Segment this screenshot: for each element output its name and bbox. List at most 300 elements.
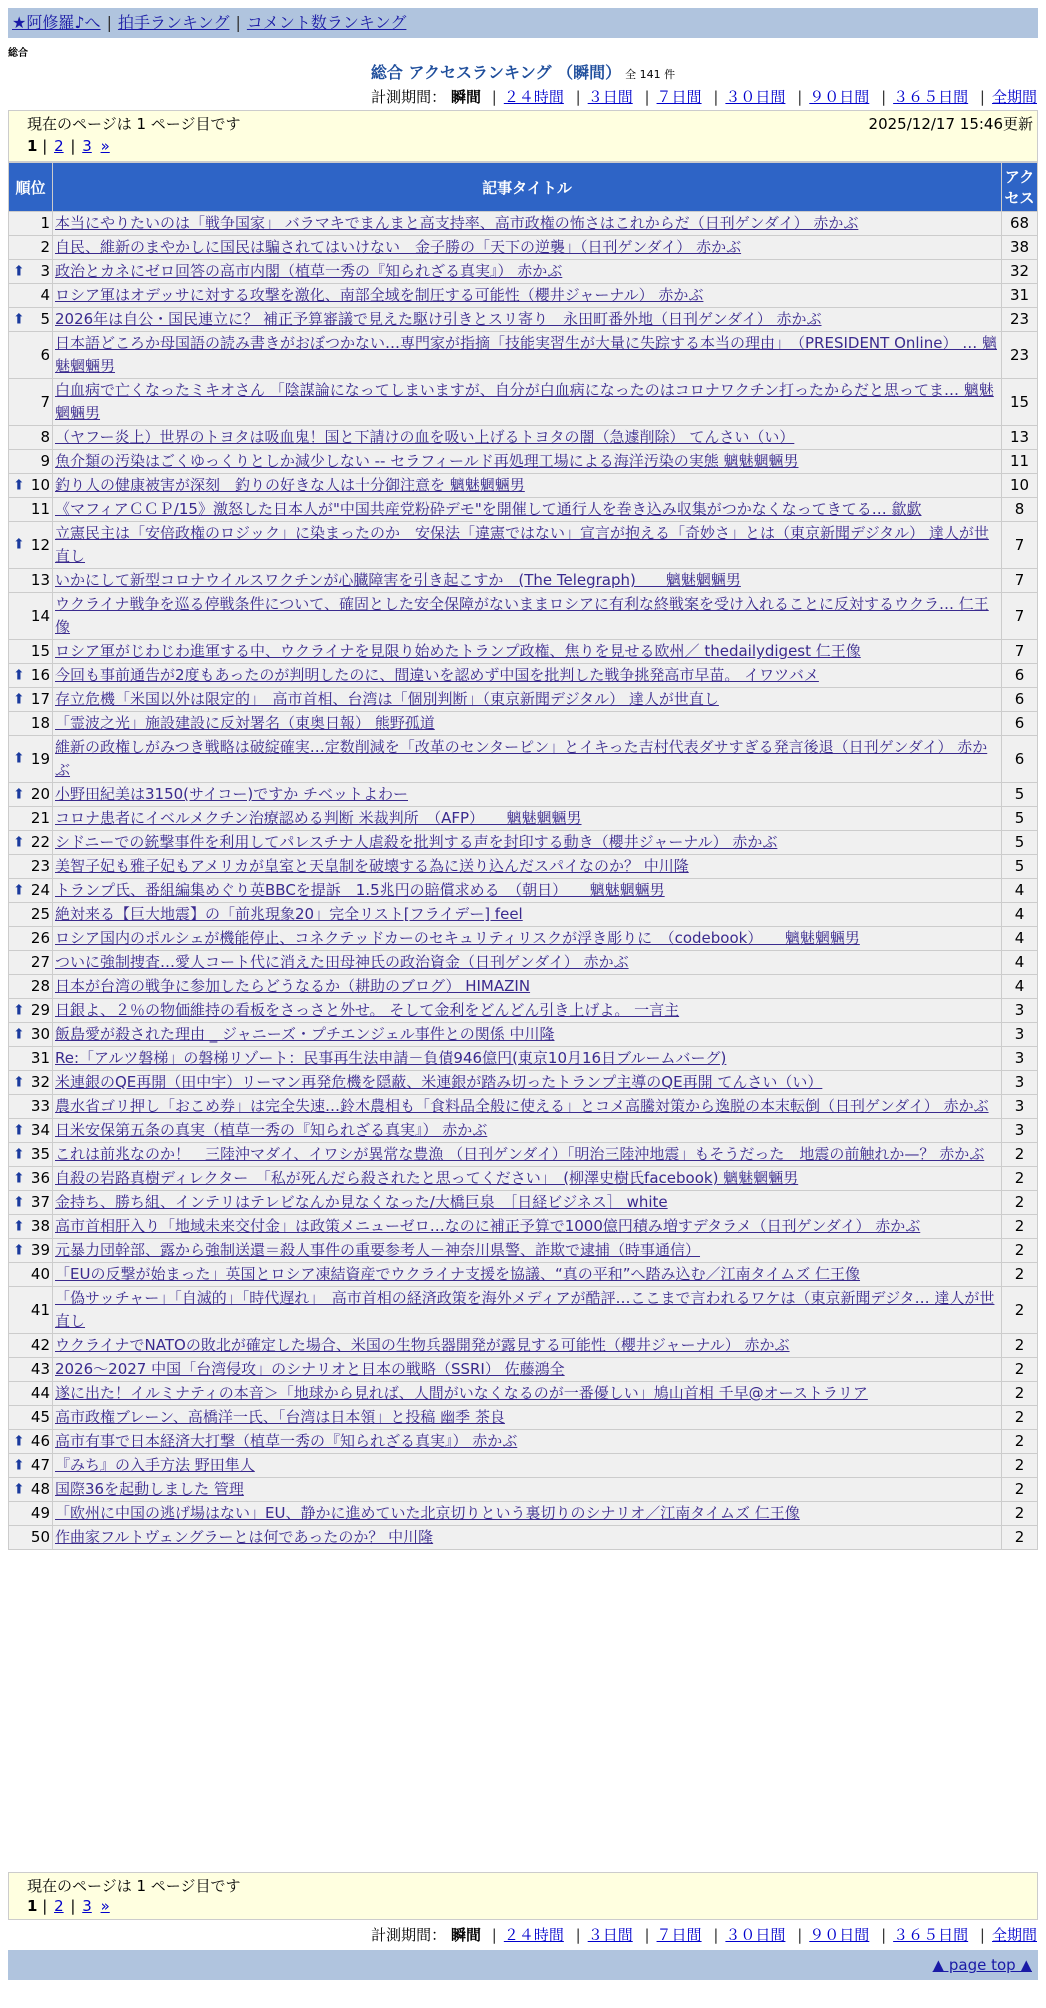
rank-cell xyxy=(9,783,53,807)
rank-up-arrow-icon: ⬆ xyxy=(13,882,25,898)
table-row xyxy=(9,1239,1038,1263)
table-row xyxy=(9,855,1038,879)
rank-number: 6 xyxy=(40,345,50,364)
rank-up-arrow-icon: ⬆ xyxy=(13,1026,25,1042)
title-cell xyxy=(53,426,1002,450)
article-title-link[interactable]: ウクライナでNATOの敗北が確定した場合、米国の生物兵器開発が露見する可能性（櫻井ジャーナル） 赤かぶ xyxy=(55,1336,790,1354)
rank-cell xyxy=(9,664,53,688)
article-title-link[interactable]: 作曲家フルトヴェングラーとは何であったのか？ 中川隆 xyxy=(55,1528,434,1546)
article-title-link[interactable]: 釣り人の健康被害が深刻 釣りの好きな人は十分御注意を 魑魅魍魎男 xyxy=(55,476,525,494)
rank-cell xyxy=(9,1478,53,1502)
table-row xyxy=(9,927,1038,951)
rank-cell xyxy=(9,498,53,522)
article-title-link[interactable]: 絶対来る【巨大地震】の「前兆現象20」完全リスト[フライデー] feel xyxy=(55,905,523,923)
article-title-link[interactable]: （ヤフー炎上）世界のトヨタは吸血鬼！国と下請けの血を吸い上げるトヨタの闇（急遽削除） てんさい（い） xyxy=(55,428,795,446)
rank-number: 21 xyxy=(30,809,50,827)
rank-cell xyxy=(9,831,53,855)
table-row xyxy=(9,212,1038,236)
rank-cell xyxy=(9,1191,53,1215)
rank-cell xyxy=(9,807,53,831)
period-link-24h[interactable]: ２４時間 xyxy=(503,88,564,106)
article-title-link[interactable]: 遂に出た！イルミナティの本音＞「地球から見れば、人間がいなくなるのが一番優しい」鳩山首相 千早@オーストラリア xyxy=(55,1384,868,1402)
table-row xyxy=(9,736,1038,783)
rank-number: 47 xyxy=(30,1456,50,1474)
ranking-body xyxy=(9,212,1038,1550)
period-link-30d[interactable]: ３０日間 xyxy=(725,1926,786,1944)
rank-number: 11 xyxy=(30,500,50,518)
rank-up-arrow-icon: ⬆ xyxy=(13,1122,25,1138)
table-row xyxy=(9,1023,1038,1047)
table-row xyxy=(9,688,1038,712)
table-row xyxy=(9,1334,1038,1358)
article-title-link[interactable]: 米連銀のQE再開（田中宇）リーマン再発危機を隠蔽、米連銀が踏み切ったトランプ主導のQE再開 てんさい（い） xyxy=(55,1073,823,1091)
table-row xyxy=(9,379,1038,426)
col-rank-header: 順位 xyxy=(9,163,53,212)
article-title-link[interactable]: トランプ氏、番組編集めぐり英BBCを提訴 1.5兆円の賠償求める （朝日） 魑魅魍魎男 xyxy=(55,881,665,899)
rank-cell xyxy=(9,1358,53,1382)
access-count: 38 xyxy=(1002,236,1038,260)
rank-cell xyxy=(9,903,53,927)
article-title-link[interactable]: 自殺の岩路真樹ディレクター 「私が死んだら殺されたと思ってください」 (柳澤史樹氏facebook) 魑魅魍魎男 xyxy=(55,1169,799,1187)
title-cell xyxy=(53,569,1002,593)
page-link-3[interactable]: 3 xyxy=(82,137,92,155)
table-row xyxy=(9,903,1038,927)
title-cell xyxy=(53,236,1002,260)
rank-cell xyxy=(9,379,53,426)
period-separator: | xyxy=(881,88,887,106)
title-cell xyxy=(53,783,1002,807)
rank-up-arrow-icon: ⬆ xyxy=(13,536,25,553)
article-title-link[interactable]: 日米安保第五条の真実（植草一秀の『知られざる真実』） 赤かぶ xyxy=(55,1121,488,1139)
rank-number: 15 xyxy=(30,642,50,660)
title-cell xyxy=(53,1430,1002,1454)
period-link-24h[interactable]: ２４時間 xyxy=(503,1926,564,1944)
period-separator: | xyxy=(491,88,497,106)
title-cell xyxy=(53,1454,1002,1478)
title-cell xyxy=(53,379,1002,426)
table-row xyxy=(9,1502,1038,1526)
rank-up-arrow-icon: ⬆ xyxy=(13,834,25,850)
table-row xyxy=(9,1119,1038,1143)
access-count: 15 xyxy=(1002,379,1038,426)
title-cell xyxy=(53,1334,1002,1358)
access-count: 5 xyxy=(1002,783,1038,807)
rank-cell xyxy=(9,212,53,236)
rank-cell xyxy=(9,879,53,903)
rank-number: 20 xyxy=(30,785,50,803)
page-info-bottom xyxy=(8,1872,1038,1920)
access-count: 5 xyxy=(1002,807,1038,831)
article-title-link[interactable]: 2026～2027 中国「台湾侵攻」のシナリオと日本の戦略（SSRI） 佐藤鴻全 xyxy=(55,1360,565,1378)
rank-up-arrow-icon: ⬆ xyxy=(13,1457,25,1473)
page-current: 1 xyxy=(27,137,38,155)
article-title-link[interactable]: 「霊波之光」施設建設に反対署名（東奥日報） 熊野孤道 xyxy=(55,714,435,732)
article-title-link[interactable]: ロシア軍がじわじわ進軍する中、ウクライナを見限り始めたトランプ政権、焦りを見せる欧州／ thedailydigest 仁王像 xyxy=(55,642,861,660)
table-row xyxy=(9,1430,1038,1454)
period-selector-bottom xyxy=(371,1924,1038,1945)
article-title-link[interactable]: 美智子妃も雅子妃もアメリカが皇室と天皇制を破壊する為に送り込んだスパイなのか？ 中川隆 xyxy=(55,857,689,875)
table-row xyxy=(9,1526,1038,1550)
access-count: 3 xyxy=(1002,999,1038,1023)
rank-number: 42 xyxy=(30,1336,50,1354)
updated-time: 2025/12/17 15:46更新 xyxy=(868,115,1033,133)
col-access-header: アクセス xyxy=(1002,163,1038,212)
article-title-link[interactable]: 今回も事前通告が2度もあったのが判明したのに、間違いを認めず中国を批判した戦争挑発高市早苗。 イワツバメ xyxy=(55,666,819,684)
rank-cell xyxy=(9,426,53,450)
rank-number: 48 xyxy=(30,1480,50,1498)
access-count: 4 xyxy=(1002,951,1038,975)
rank-number: 5 xyxy=(40,310,50,328)
period-label: 計測期間： xyxy=(371,88,447,106)
period-link-365d[interactable]: ３６５日間 xyxy=(893,1926,969,1944)
article-title-link[interactable]: 政治とカネにゼロ回答の高市内閣（植草一秀の『知られざる真実』） 赤かぶ xyxy=(55,262,563,280)
page-link-next[interactable]: » xyxy=(100,137,110,155)
rank-number: 19 xyxy=(30,749,50,768)
access-count: 7 xyxy=(1002,640,1038,664)
rank-up-arrow-icon: ⬆ xyxy=(13,477,25,493)
rank-cell xyxy=(9,593,53,640)
table-row xyxy=(9,1095,1038,1119)
article-title-link[interactable]: これは前兆なのか！ 三陸沖マダイ、イワシが異常な豊漁 （日刊ゲンダイ）「明治三陸沖地震」もそうだった 地震の前触れか—？ 赤かぶ xyxy=(55,1145,985,1163)
access-count: 2 xyxy=(1002,1215,1038,1239)
rank-number: 10 xyxy=(30,476,50,494)
rank-cell xyxy=(9,236,53,260)
page-title xyxy=(0,60,1046,83)
title-cell xyxy=(53,1382,1002,1406)
rank-cell xyxy=(9,569,53,593)
access-count: 7 xyxy=(1002,522,1038,569)
rank-cell xyxy=(9,688,53,712)
page-title-text: 総合 アクセスランキング （瞬間） xyxy=(370,63,622,82)
rank-cell xyxy=(9,640,53,664)
rank-cell xyxy=(9,1382,53,1406)
article-title-link[interactable]: 「EUの反撃が始まった」英国とロシア凍結資産でウクライナ支援を協議、“真の平和”へ踏み込む／江南タイムズ 仁王像 xyxy=(55,1265,861,1283)
title-cell xyxy=(53,1095,1002,1119)
rank-cell xyxy=(9,1263,53,1287)
period-link-all[interactable]: 全期間 xyxy=(991,1926,1037,1944)
article-title-link[interactable]: ロシア軍はオデッサに対する攻撃を激化、南部全域を制圧する可能性（櫻井ジャーナル） 赤かぶ xyxy=(55,286,704,304)
rank-number: 39 xyxy=(30,1241,50,1259)
page-link-3[interactable]: 3 xyxy=(82,1897,92,1915)
rank-cell xyxy=(9,1287,53,1334)
rank-up-arrow-icon: ⬆ xyxy=(13,1218,25,1234)
access-count: 7 xyxy=(1002,593,1038,640)
title-cell xyxy=(53,1406,1002,1430)
category-tag: 総合 xyxy=(8,48,28,59)
access-count: 23 xyxy=(1002,332,1038,379)
period-separator: | xyxy=(881,1926,887,1944)
access-count: 6 xyxy=(1002,712,1038,736)
period-link-90d[interactable]: ９０日間 xyxy=(809,1926,870,1944)
rank-up-arrow-icon: ⬆ xyxy=(13,667,25,683)
rank-number: 23 xyxy=(30,857,50,875)
title-cell xyxy=(53,522,1002,569)
rank-number: 38 xyxy=(30,1217,50,1235)
title-cell xyxy=(53,879,1002,903)
table-row xyxy=(9,879,1038,903)
title-cell xyxy=(53,1143,1002,1167)
access-count: 2 xyxy=(1002,1526,1038,1550)
article-title-link[interactable]: いかにして新型コロナウイルスワクチンが心臓障害を引き起こすか (The Telegraph) 魑魅魍魎男 xyxy=(55,571,741,589)
rank-up-arrow-icon: ⬆ xyxy=(13,750,25,767)
article-title-link[interactable]: 立憲民主は「安倍政権のロジック」に染まったのか 安保法「違憲ではない」宣言が抱える「奇妙さ」とは（東京新聞デジタル） 達人が世直し xyxy=(55,524,989,565)
rank-number: 27 xyxy=(30,953,50,971)
period-separator: | xyxy=(713,1926,719,1944)
table-row xyxy=(9,783,1038,807)
period-link-all[interactable]: 全期間 xyxy=(991,88,1037,106)
table-row xyxy=(9,308,1038,332)
article-title-link[interactable]: 日本が台湾の戦争に参加したらどうなるか（耕助のブログ） HIMAZIN xyxy=(55,977,531,995)
period-current: 瞬間 xyxy=(450,1926,481,1944)
rank-number: 45 xyxy=(30,1408,50,1426)
article-title-link[interactable]: ついに強制捜査…愛人コート代に消えた田母神氏の政治資金（日刊ゲンダイ） 赤かぶ xyxy=(55,953,629,971)
rank-number: 2 xyxy=(40,238,50,256)
rank-number: 44 xyxy=(30,1384,50,1402)
article-title-link[interactable]: Re:「アルツ磐梯」の磐梯リゾート：民事再生法申請－負債946億円(東京10月16日ブルームバーグ) xyxy=(55,1049,727,1067)
rank-cell xyxy=(9,1334,53,1358)
access-count: 3 xyxy=(1002,1095,1038,1119)
access-count: 4 xyxy=(1002,927,1038,951)
total-count: 全 141 件 xyxy=(625,68,676,81)
article-title-link[interactable]: 「偽サッチャー」「自滅的」「時代遅れ」 高市首相の経済政策を海外メディアが酷評…ここまで言われるワケは（東京新聞デジタ… 達人が世直し xyxy=(55,1289,995,1330)
article-title-link[interactable]: 《マフィアＣＣＰ/15》激怒した日本人が"中国共産党粉砕デモ"を開催して通行人を巻き込み収集がつかなくなってきてる… 歙歔 xyxy=(55,500,922,518)
title-cell xyxy=(53,855,1002,879)
period-link-365d[interactable]: ３６５日間 xyxy=(893,88,969,106)
table-row xyxy=(9,1287,1038,1334)
period-link-3d[interactable]: ３日間 xyxy=(587,1926,633,1944)
access-count: 11 xyxy=(1002,450,1038,474)
article-title-link[interactable]: 日銀よ、２％の物価維持の看板をさっさと外せ。 そして金利をどんどん引き上げよ。 一言主 xyxy=(55,1001,680,1019)
table-row xyxy=(9,640,1038,664)
title-cell xyxy=(53,450,1002,474)
rank-cell xyxy=(9,1406,53,1430)
access-count: 4 xyxy=(1002,975,1038,999)
article-title-link[interactable]: 魚介類の汚染はごくゆっくりとしか減少しない -- セラフィールド再処理工場による海洋汚染の実態 魑魅魍魎男 xyxy=(55,452,799,470)
access-count: 2 xyxy=(1002,1430,1038,1454)
article-title-link[interactable]: シドニーでの銃撃事件を利用してパレスチナ人虐殺を批判する声を封印する動き（櫻井ジャーナル） 赤かぶ xyxy=(55,833,778,851)
page-link-2[interactable]: 2 xyxy=(54,137,64,155)
period-separator: | xyxy=(797,1926,803,1944)
access-count: 3 xyxy=(1002,1071,1038,1095)
rank-cell xyxy=(9,1071,53,1095)
access-count: 6 xyxy=(1002,688,1038,712)
title-cell xyxy=(53,212,1002,236)
rank-cell xyxy=(9,260,53,284)
table-row xyxy=(9,593,1038,640)
period-link-90d[interactable]: ９０日間 xyxy=(809,88,870,106)
period-separator: | xyxy=(797,88,803,106)
applause-ranking-link[interactable]: 拍手ランキング xyxy=(117,13,230,32)
rank-number: 3 xyxy=(40,262,50,280)
title-cell xyxy=(53,807,1002,831)
rank-cell xyxy=(9,1095,53,1119)
rank-cell xyxy=(9,736,53,783)
title-cell xyxy=(53,284,1002,308)
rank-cell xyxy=(9,1023,53,1047)
rank-number: 36 xyxy=(30,1169,50,1187)
article-title-link[interactable]: 元暴力団幹部、露から強制送還＝殺人事件の重要参考人－神奈川県警、詐欺で逮捕（時事通信） xyxy=(55,1241,701,1259)
table-row xyxy=(9,1263,1038,1287)
rank-number: 8 xyxy=(40,428,50,446)
rank-up-arrow-icon: ⬆ xyxy=(13,691,25,707)
access-count: 2 xyxy=(1002,1382,1038,1406)
article-title-link[interactable]: 金持ち、勝ち組、インテリはテレビなんか見なくなった/大橋巨泉 ［日経ビジネス］ white xyxy=(55,1193,668,1211)
article-title-link[interactable]: 維新の政権しがみつき戦略は破綻確実…定数削減を「改革のセンターピン」とイキった吉村代表ダサすぎる発言後退（日刊ゲンダイ） 赤かぶ xyxy=(55,738,988,779)
access-count: 5 xyxy=(1002,855,1038,879)
rank-cell xyxy=(9,1239,53,1263)
access-count: 2 xyxy=(1002,1454,1038,1478)
title-cell xyxy=(53,712,1002,736)
rank-number: 43 xyxy=(30,1360,50,1378)
title-cell xyxy=(53,1119,1002,1143)
table-row xyxy=(9,260,1038,284)
article-title-link[interactable]: 国際36を起動しました 管理 xyxy=(55,1480,244,1498)
access-count: 8 xyxy=(1002,498,1038,522)
article-title-link[interactable]: コロナ患者にイベルメクチン治療認める判断 米裁判所 （AFP） 魑魅魍魎男 xyxy=(55,809,582,827)
access-count: 2 xyxy=(1002,1263,1038,1287)
table-row xyxy=(9,999,1038,1023)
title-cell xyxy=(53,951,1002,975)
rank-cell xyxy=(9,1215,53,1239)
bottom-bar xyxy=(8,1950,1038,1980)
rank-cell xyxy=(9,450,53,474)
table-row xyxy=(9,1358,1038,1382)
article-title-link[interactable]: 高市政権ブレーン、高橋洋一氏、「台湾は日本領」と投稿 幽季 茶良 xyxy=(55,1408,505,1426)
title-cell xyxy=(53,593,1002,640)
rank-cell xyxy=(9,284,53,308)
title-cell xyxy=(53,474,1002,498)
page-top-link[interactable]: ▲ page top ▲ xyxy=(932,1956,1032,1974)
rank-cell xyxy=(9,474,53,498)
nav-separator: | xyxy=(106,13,112,32)
article-title-link[interactable]: 飯島愛が殺された理由 _ ジャニーズ・プチエンジェル事件との関係 中川隆 xyxy=(55,1025,555,1043)
article-title-link[interactable]: 本当にやりたいのは「戦争国家」 バラマキでまんまと高支持率、高市政権の怖さはこれからだ（日刊ゲンダイ） 赤かぶ xyxy=(55,214,859,232)
article-title-link[interactable]: 白血病で亡くなったミキオさん 「陰謀論になってしまいますが、自分が白血病になったのはコロナワクチン打ったからだと思ってま… 魑魅魍魎男 xyxy=(55,381,994,422)
title-cell xyxy=(53,1023,1002,1047)
rank-number: 32 xyxy=(30,1073,50,1091)
access-count: 31 xyxy=(1002,284,1038,308)
article-title-link[interactable]: 『みち』の入手方法 野田隼人 xyxy=(55,1456,255,1474)
rank-cell xyxy=(9,1143,53,1167)
title-cell xyxy=(53,927,1002,951)
title-cell xyxy=(53,1191,1002,1215)
title-cell xyxy=(53,975,1002,999)
article-title-link[interactable]: 「欧州に中国の逃げ場はない」EU、静かに進めていた北京切りという裏切りのシナリオ／江南タイムズ 仁王像 xyxy=(55,1504,800,1522)
article-title-link[interactable]: 日本語どころか母国語の読み書きがおぼつかない…専門家が指摘「技能実習生が大量に失踪する本当の理由」 （PRESIDENT Online） … 魑魅魍魎男 xyxy=(55,334,997,375)
access-count: 2 xyxy=(1002,1167,1038,1191)
access-count: 2 xyxy=(1002,1239,1038,1263)
period-separator: | xyxy=(644,1926,650,1944)
rank-cell xyxy=(9,855,53,879)
table-row xyxy=(9,1478,1038,1502)
table-row xyxy=(9,522,1038,569)
ranking-table xyxy=(8,162,1038,1550)
article-title-link[interactable]: 農水省ゴリ押し「おこめ券」は完全失速…鈴木農相も「食料品全般に使える」とコメ高騰対策から逸脱の本末転倒（日刊ゲンダイ） 赤かぶ xyxy=(55,1097,989,1115)
period-link-7d[interactable]: ７日間 xyxy=(656,88,702,106)
rank-number: 24 xyxy=(30,881,50,899)
access-count: 13 xyxy=(1002,426,1038,450)
rank-number: 34 xyxy=(30,1121,50,1139)
table-row xyxy=(9,1071,1038,1095)
article-title-link[interactable]: 高市有事で日本経済大打撃（植草一秀の『知られざる真実』） 赤かぶ xyxy=(55,1432,518,1450)
rank-number: 28 xyxy=(30,977,50,995)
rank-number: 22 xyxy=(30,833,50,851)
table-row xyxy=(9,664,1038,688)
period-separator: | xyxy=(979,88,985,106)
rank-number: 1 xyxy=(40,214,50,232)
period-link-30d[interactable]: ３０日間 xyxy=(725,88,786,106)
pagination-separator: | xyxy=(42,137,48,155)
rank-cell xyxy=(9,951,53,975)
table-row xyxy=(9,1191,1038,1215)
rank-number: 46 xyxy=(30,1432,50,1450)
rank-number: 17 xyxy=(30,690,50,708)
table-row xyxy=(9,831,1038,855)
article-title-link[interactable]: 2026年は自公・国民連立に？ 補正予算審議で見えた駆け引きとスリ寄り 永田町番外地（日刊ゲンダイ） 赤かぶ xyxy=(55,310,822,328)
period-link-3d[interactable]: ３日間 xyxy=(587,88,633,106)
rank-up-arrow-icon: ⬆ xyxy=(13,1194,25,1210)
table-row xyxy=(9,498,1038,522)
period-current: 瞬間 xyxy=(450,88,481,106)
access-count: 6 xyxy=(1002,736,1038,783)
access-count: 7 xyxy=(1002,569,1038,593)
page-link-2[interactable]: 2 xyxy=(54,1897,64,1915)
rank-up-arrow-icon: ⬆ xyxy=(13,1481,25,1497)
title-cell xyxy=(53,260,1002,284)
page-info-top xyxy=(8,110,1038,162)
rank-cell xyxy=(9,999,53,1023)
title-cell xyxy=(53,903,1002,927)
article-title-link[interactable]: 高市首相肝入り「地域未来交付金」は政策メニューゼロ…なのに補正予算で1000億円積み増すデタラメ（日刊ゲンダイ） 赤かぶ xyxy=(55,1217,921,1235)
rank-number: 40 xyxy=(30,1265,50,1283)
access-count: 6 xyxy=(1002,664,1038,688)
title-cell xyxy=(53,1502,1002,1526)
rank-number: 16 xyxy=(30,666,50,684)
access-count: 4 xyxy=(1002,879,1038,903)
col-title-header: 記事タイトル xyxy=(53,163,1002,212)
table-row xyxy=(9,426,1038,450)
article-title-link[interactable]: 自民、維新のまやかしに国民は騙されてはいけない 金子勝の「天下の逆襲」（日刊ゲンダイ） 赤かぶ xyxy=(55,238,742,256)
page-link-next[interactable]: » xyxy=(100,1897,110,1915)
rank-number: 29 xyxy=(30,1001,50,1019)
access-count: 68 xyxy=(1002,212,1038,236)
home-link[interactable]: ★阿修羅♪へ xyxy=(12,13,101,32)
period-separator: | xyxy=(575,88,581,106)
article-title-link[interactable]: 存立危機「米国以外は限定的」 高市首相、台湾は「個別判断」（東京新聞デジタル） 達人が世直し xyxy=(55,690,719,708)
table-row xyxy=(9,1382,1038,1406)
top-nav-bar xyxy=(8,8,1038,38)
title-cell xyxy=(53,1071,1002,1095)
rank-cell xyxy=(9,308,53,332)
rank-number: 12 xyxy=(30,535,50,554)
access-count: 2 xyxy=(1002,1191,1038,1215)
title-cell xyxy=(53,1358,1002,1382)
title-cell xyxy=(53,1287,1002,1334)
rank-number: 33 xyxy=(30,1097,50,1115)
article-title-link[interactable]: ロシア国内のポルシェが機能停止、コネクテッドカーのセキュリティリスクが浮き彫りに （codebook） 魑魅魍魎男 xyxy=(55,929,860,947)
title-cell xyxy=(53,1526,1002,1550)
comment-ranking-link[interactable]: コメント数ランキング xyxy=(246,13,407,32)
period-link-7d[interactable]: ７日間 xyxy=(656,1926,702,1944)
article-title-link[interactable]: ウクライナ戦争を巡る停戦条件について、確固とした安全保障がないままロシアに有利な終戦案を受け入れることに反対するウクラ… 仁王像 xyxy=(55,595,989,636)
rank-cell xyxy=(9,1430,53,1454)
access-count: 2 xyxy=(1002,1406,1038,1430)
table-row xyxy=(9,450,1038,474)
rank-up-arrow-icon: ⬆ xyxy=(13,1002,25,1018)
article-title-link[interactable]: 小野田紀美は3150(サイコー)ですか チベットよわー xyxy=(55,785,408,803)
access-count: 3 xyxy=(1002,1023,1038,1047)
table-row xyxy=(9,975,1038,999)
